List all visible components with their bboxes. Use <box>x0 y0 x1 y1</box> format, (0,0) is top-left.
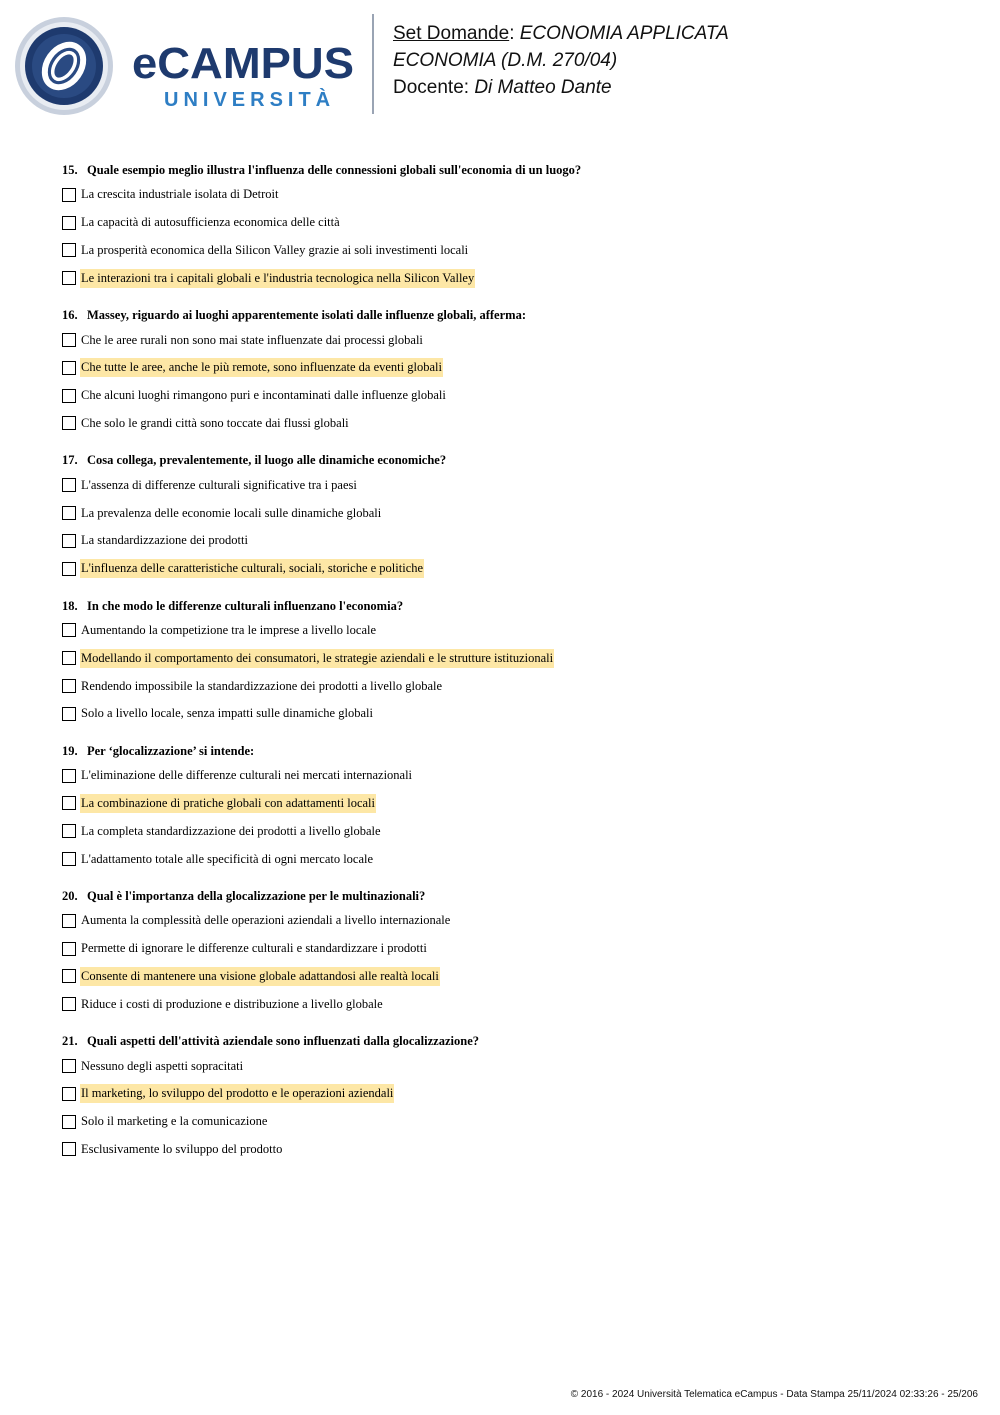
question-text: Massey, riguardo ai luoghi apparentemente isolati dalle influenze globali, afferma: <box>87 308 526 323</box>
question-number: 17. <box>62 453 78 468</box>
logo-subtext: UNIVERSITÀ <box>164 89 336 111</box>
answer-checkbox[interactable] <box>62 997 76 1011</box>
answer-option[interactable] <box>62 1052 962 1080</box>
question-text: Quali aspetti dell'attività aziendale sono influenzati dalla glocalizzazione? <box>87 1034 479 1049</box>
answer-option[interactable] <box>62 237 962 265</box>
answer-option[interactable] <box>62 209 962 237</box>
answer-text: Nessuno degli aspetti sopracitati <box>81 1058 244 1073</box>
question-title <box>62 451 962 469</box>
answer-checkbox[interactable] <box>62 623 76 637</box>
header-divider <box>372 14 374 114</box>
answer-checkbox[interactable] <box>62 416 76 430</box>
answer-text: L'eliminazione delle differenze culturali nei mercati internazionali <box>81 768 413 783</box>
answer-text: Rendendo impossibile la standardizzazione dei prodotti a livello globale <box>81 678 443 693</box>
teacher-name: Di Matteo Dante <box>474 77 612 98</box>
answer-checkbox[interactable] <box>62 389 76 403</box>
answer-option[interactable] <box>62 326 962 354</box>
question-text: In che modo le differenze culturali influenzano l'economia? <box>87 598 404 613</box>
answer-checkbox[interactable] <box>62 271 76 285</box>
answer-checkbox[interactable] <box>62 707 76 721</box>
set-label: Set Domande <box>393 23 510 44</box>
question-block <box>62 1032 962 1163</box>
answer-checkbox[interactable] <box>62 651 76 665</box>
answer-option[interactable] <box>62 700 962 728</box>
answer-text: L'influenza delle caratteristiche culturali, sociali, storiche e politiche <box>80 559 424 578</box>
ecampus-logo <box>14 14 374 118</box>
answer-option[interactable] <box>62 845 962 873</box>
question-number: 21. <box>62 1034 78 1049</box>
answer-text: La prosperità economica della Silicon Valley grazie ai soli investimenti locali <box>81 242 469 257</box>
answer-option[interactable] <box>62 990 962 1018</box>
course-title: ECONOMIA APPLICATA <box>519 23 729 44</box>
answer-option-correct[interactable] <box>62 555 962 583</box>
answer-option[interactable] <box>62 527 962 555</box>
answer-option[interactable] <box>62 471 962 499</box>
answer-checkbox[interactable] <box>62 562 76 576</box>
answer-option[interactable] <box>62 1108 962 1136</box>
answer-text: La standardizzazione dei prodotti <box>81 533 248 548</box>
question-title <box>62 1032 962 1050</box>
question-block <box>62 306 962 437</box>
course-info: Set Domande: ECONOMIA APPLICATA ECONOMIA (D.M. 270/04) Docente: Di Matteo Dante <box>393 23 729 98</box>
answer-option[interactable] <box>62 1136 962 1164</box>
question-number: 18. <box>62 598 78 613</box>
answer-option[interactable] <box>62 672 962 700</box>
answer-text: Permette di ignorare le differenze culturali e standardizzare i prodotti <box>81 941 427 956</box>
answer-text: Solo il marketing e la comunicazione <box>81 1114 268 1129</box>
page-footer: © 2016 - 2024 Università Telematica eCampus - Data Stampa 25/11/2024 02:33:26 - 25/206 <box>570 1389 978 1400</box>
answer-checkbox[interactable] <box>62 914 76 928</box>
answer-text: Aumenta la complessità delle operazioni aziendali a livello internazionale <box>81 913 451 928</box>
answer-option-correct[interactable] <box>62 1080 962 1108</box>
answer-text: Che solo le grandi città sono toccate dai flussi globali <box>81 415 349 430</box>
answer-text: La capacità di autosufficienza economica delle città <box>81 215 340 230</box>
answer-option[interactable] <box>62 410 962 438</box>
question-text: Cosa collega, prevalentemente, il luogo alle dinamiche economiche? <box>87 453 447 468</box>
question-number: 20. <box>62 888 78 903</box>
answer-text: La combinazione di pratiche globali con adattamenti locali <box>80 794 376 813</box>
answer-option-correct[interactable] <box>62 963 962 991</box>
answer-checkbox[interactable] <box>62 1142 76 1156</box>
question-block <box>62 161 962 292</box>
question-block <box>62 451 962 582</box>
answer-text: Esclusivamente lo sviluppo del prodotto <box>81 1141 283 1156</box>
answer-checkbox[interactable] <box>62 243 76 257</box>
answer-option-correct[interactable] <box>62 264 962 292</box>
answer-checkbox[interactable] <box>62 361 76 375</box>
answer-text: La prevalenza delle economie locali sulle dinamiche globali <box>81 505 382 520</box>
logo-wordmark: eCAMPUS <box>132 39 354 88</box>
question-title <box>62 597 962 615</box>
question-title <box>62 161 962 179</box>
answer-checkbox[interactable] <box>62 796 76 810</box>
question-list <box>62 161 962 1177</box>
answer-option[interactable] <box>62 617 962 645</box>
answer-text: Solo a livello locale, senza impatti sulle dinamiche globali <box>81 706 373 721</box>
answer-text: La crescita industriale isolata di Detroit <box>81 187 279 202</box>
answer-checkbox[interactable] <box>62 333 76 347</box>
answer-option[interactable] <box>62 382 962 410</box>
question-text: Quale esempio meglio illustra l'influenza delle connessioni globali sull'economia di un luogo? <box>87 163 582 177</box>
answer-checkbox[interactable] <box>62 216 76 230</box>
question-number: 15. <box>62 163 78 177</box>
answer-option[interactable] <box>62 181 962 209</box>
answer-text: La completa standardizzazione dei prodotti a livello globale <box>81 823 381 838</box>
question-text: Qual è l'importanza della glocalizzazione per le multinazionali? <box>87 888 426 903</box>
question-text: Per ‘glocalizzazione’ si intende: <box>87 743 255 758</box>
question-block <box>62 887 962 1018</box>
answer-checkbox[interactable] <box>62 534 76 548</box>
answer-text: Che alcuni luoghi rimangono puri e incontaminati dalle influenze globali <box>81 388 446 403</box>
answer-checkbox[interactable] <box>62 1087 76 1101</box>
answer-option[interactable] <box>62 762 962 790</box>
question-title <box>62 742 962 760</box>
answer-text: Le interazioni tra i capitali globali e l'industria tecnologica nella Silicon Valley <box>80 269 475 288</box>
question-title <box>62 887 962 905</box>
answer-text: Il marketing, lo sviluppo del prodotto e le operazioni aziendali <box>80 1084 394 1103</box>
answer-option-correct[interactable] <box>62 644 962 672</box>
answer-checkbox[interactable] <box>62 188 76 202</box>
answer-text: Aumentando la competizione tra le imprese a livello locale <box>81 622 377 637</box>
answer-text: Riduce i costi di produzione e distribuzione a livello globale <box>81 996 383 1011</box>
answer-checkbox[interactable] <box>62 1059 76 1073</box>
answer-text: L'adattamento totale alle specificità di ogni mercato locale <box>81 851 374 866</box>
answer-option-correct[interactable] <box>62 790 962 818</box>
answer-checkbox[interactable] <box>62 1115 76 1129</box>
answer-option[interactable] <box>62 817 962 845</box>
answer-option-correct[interactable] <box>62 354 962 382</box>
question-number: 19. <box>62 743 78 758</box>
question-block <box>62 742 962 873</box>
answer-text: Che tutte le aree, anche le più remote, sono influenzate da eventi globali <box>80 358 443 377</box>
answer-option[interactable] <box>62 935 962 963</box>
answer-checkbox[interactable] <box>62 478 76 492</box>
question-block <box>62 597 962 728</box>
answer-checkbox[interactable] <box>62 679 76 693</box>
answer-text: Modellando il comportamento dei consumatori, le strategie aziendali e le strutture istituzionali <box>80 649 554 668</box>
answer-option[interactable] <box>62 499 962 527</box>
answer-checkbox[interactable] <box>62 506 76 520</box>
answer-checkbox[interactable] <box>62 942 76 956</box>
answer-checkbox[interactable] <box>62 769 76 783</box>
answer-text: Consente di mantenere una visione globale adattandosi alle realtà locali <box>80 967 440 986</box>
question-number: 16. <box>62 308 78 323</box>
answer-checkbox[interactable] <box>62 824 76 838</box>
teacher-label: Docente: <box>393 77 470 98</box>
answer-text: L'assenza di differenze culturali significative tra i paesi <box>81 477 357 492</box>
answer-checkbox[interactable] <box>62 969 76 983</box>
question-title <box>62 306 962 324</box>
answer-text: Che le aree rurali non sono mai state influenzate dai processi globali <box>81 332 423 347</box>
course-program: ECONOMIA (D.M. 270/04) <box>393 50 618 71</box>
answer-checkbox[interactable] <box>62 852 76 866</box>
page-header <box>0 0 1000 130</box>
answer-option[interactable] <box>62 907 962 935</box>
